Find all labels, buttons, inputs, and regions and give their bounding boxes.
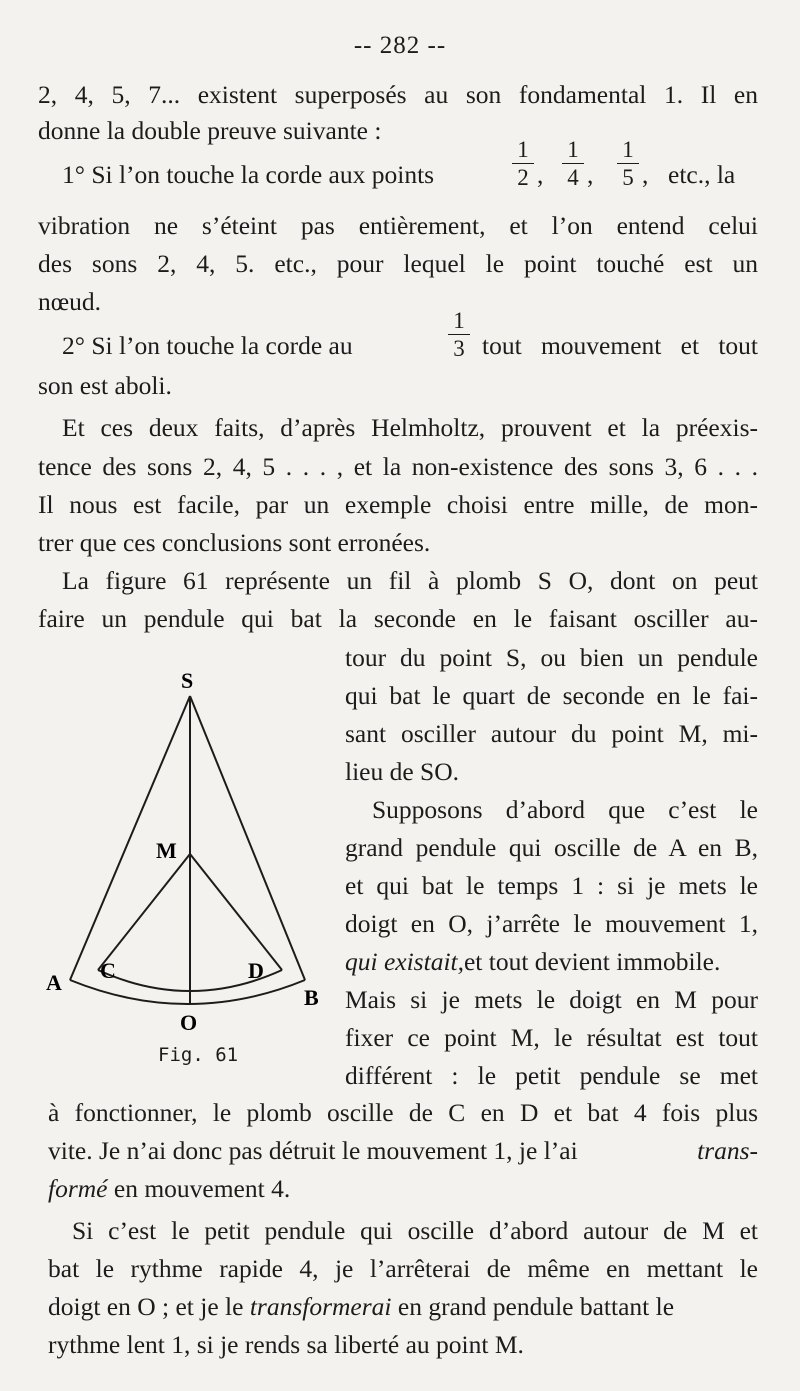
text-line: différent : le petit pendule se met	[345, 1061, 758, 1090]
text-span: en mouvement 4.	[113, 1174, 291, 1203]
text-line: La figure 61 représente un fil à plomb S O, dont on peut	[62, 566, 758, 595]
text-line: tout mouvement et tout	[482, 331, 758, 360]
arc-A-B	[70, 980, 305, 1004]
italic-word: formé	[48, 1174, 108, 1203]
text-line: sant osciller autour du point M, mi-	[345, 719, 758, 748]
text-line: Il nous est facile, par un exemple choisi entre mille, de mon-	[38, 490, 758, 519]
label-O: O	[180, 1010, 198, 1035]
text-line	[345, 947, 758, 977]
fraction-one-half	[510, 138, 536, 191]
text-span: en grand pendule battant le	[397, 1292, 675, 1321]
fraction-denominator: 4	[567, 165, 579, 190]
line-M-D	[190, 854, 282, 970]
text-line: Supposons d’abord que c’est le	[372, 795, 758, 824]
italic-word: trans-	[697, 1136, 758, 1165]
text-line: son est aboli.	[38, 371, 172, 400]
fraction-numerator: 1	[567, 137, 579, 162]
text-line: donne la double preuve suivante :	[38, 116, 382, 145]
text-line	[48, 1136, 758, 1166]
italic-word: transformerai	[249, 1292, 392, 1321]
label-A: A	[46, 970, 62, 995]
fraction-one-quarter	[560, 138, 586, 191]
text-line: et qui bat le temps 1 : si je mets le	[345, 871, 758, 900]
label-M: M	[156, 838, 177, 863]
text-line: 2, 4, 5, 7... existent superposés au son fondamental 1. Il en	[38, 80, 758, 109]
italic-phrase: qui existait,	[345, 947, 464, 976]
text-span: doigt en O ; et je le	[48, 1292, 244, 1321]
text-line: doigt en O, j’arrête le mouvement 1,	[345, 909, 758, 938]
text-line	[48, 1292, 758, 1322]
text-line	[48, 1174, 290, 1204]
text-line: grand pendule qui oscille de A en B,	[345, 833, 758, 862]
label-B: B	[304, 985, 319, 1010]
label-D: D	[248, 958, 264, 983]
text-line: tour du point S, ou bien un pendule	[345, 643, 758, 672]
text-line: Mais si je mets le doigt en M pour	[345, 985, 758, 1014]
text-line: fixer ce point M, le résultat est tout	[345, 1023, 758, 1052]
fraction-denominator: 5	[622, 165, 634, 190]
fraction-one-third	[446, 309, 472, 362]
text-line: vibration ne s’éteint pas entièrement, et l’on entend celui	[38, 211, 758, 240]
text-line: à fonctionner, le plomb oscille de C en D et bat 4 fois plus	[48, 1098, 758, 1127]
text-line: qui bat le quart de seconde en le fai-	[345, 681, 758, 710]
text-line: trer que ces conclusions sont erronées.	[38, 528, 431, 557]
label-C: C	[100, 958, 116, 983]
fraction-denominator: 2	[517, 165, 529, 190]
fraction-denominator: 3	[453, 336, 465, 361]
text-line: faire un pendule qui bat la seconde en le faisant osciller au-	[38, 604, 758, 633]
book-page: -- 282 -- 2, 4, 5, 7... existent superposés au son fondamental 1. Il en donne la double preuve suivante : 1° Si l’on touche la corde aux points 1 2 , 1 4 , 1 5 , etc., la vibration ne s’éteint pas entièrement, et l’on entend celui des sons 2, 4, 5. etc., pour lequel le point touché est un nœud. 2° Si l’on touche la corde au 1 3 tout mouvement et tout son est aboli. Et ces deux faits, d’après Helmholtz, prouvent et la préexis- tence des sons 2, 4, 5 . . . , et la non-existence des sons 3, 6 . . . Il nous est facile, par un exemple choisi entre mille, de mon- trer que ces conclusions sont erronées. La figure 61 représente un fil à plomb S O, dont on peut faire un pendule qui bat la seconde en le faisant osciller au- tour du point S, ou bien un pendule qui bat le quart de seconde en le fai- sant osciller autour du point M, mi- lieu de SO. Supposons d’abord que c’est le grand pendule qui oscille de A en B, et qui bat le temps 1 : si je mets le doigt en O, j’arrête le mouvement 1, qui existait,et tout devient immobile. Mais si je mets le doigt en M pour fixer ce point M, le résultat est tout différent : le petit pendule se met à fonctionner, le plomb oscille de C en D et bat 4 fois plus vite. Je n’ai donc pas détruit le mouvement 1, je l’ai trans- formé en mouvement 4. Si c’est le petit pendule qui oscille d’abord autour de M et bat le rythme rapide 4, je l’arrêterai de même en mettant le doigt en O ; et je le transformerai en grand pendule battant le rythme lent 1, si je rends sa liberté au point M. S M A B C D O Fig. 61	[0, 0, 800, 1391]
fraction-numerator: 1	[453, 308, 465, 333]
text-line: Si c’est le petit pendule qui oscille d’abord autour de M et	[72, 1216, 758, 1245]
text-line: 2° Si l’on touche la corde au	[62, 331, 353, 360]
text-span: vite. Je n’ai donc pas détruit le mouvement 1, je l’ai	[48, 1136, 578, 1165]
line-S-B	[190, 696, 305, 980]
fraction-numerator: 1	[517, 137, 529, 162]
fraction-numerator: 1	[622, 137, 634, 162]
pendulum-figure	[40, 660, 330, 1040]
text-line: nœud.	[38, 287, 102, 316]
text-line: des sons 2, 4, 5. etc., pour lequel le point touché est un	[38, 249, 758, 278]
text-span: et tout devient immobile.	[463, 947, 721, 976]
text-line: bat le rythme rapide 4, je l’arrêterai de même en mettant le	[48, 1254, 758, 1283]
text-line: Et ces deux faits, d’après Helmholtz, prouvent et la préexis-	[62, 413, 758, 442]
text-line: etc., la	[668, 160, 736, 189]
line-M-C	[98, 854, 190, 970]
fraction-one-fifth	[615, 138, 641, 191]
text-line: 1° Si l’on touche la corde aux points	[62, 160, 435, 189]
page-number: -- 282 --	[353, 32, 447, 59]
label-S: S	[181, 668, 194, 693]
text-line: lieu de SO.	[345, 757, 460, 786]
text-line: tence des sons 2, 4, 5 . . . , et la non-existence des sons 3, 6 . . .	[38, 452, 758, 481]
figure-caption: Fig. 61	[158, 1044, 239, 1066]
text-line: rythme lent 1, si je rends sa liberté au point M.	[48, 1330, 524, 1359]
